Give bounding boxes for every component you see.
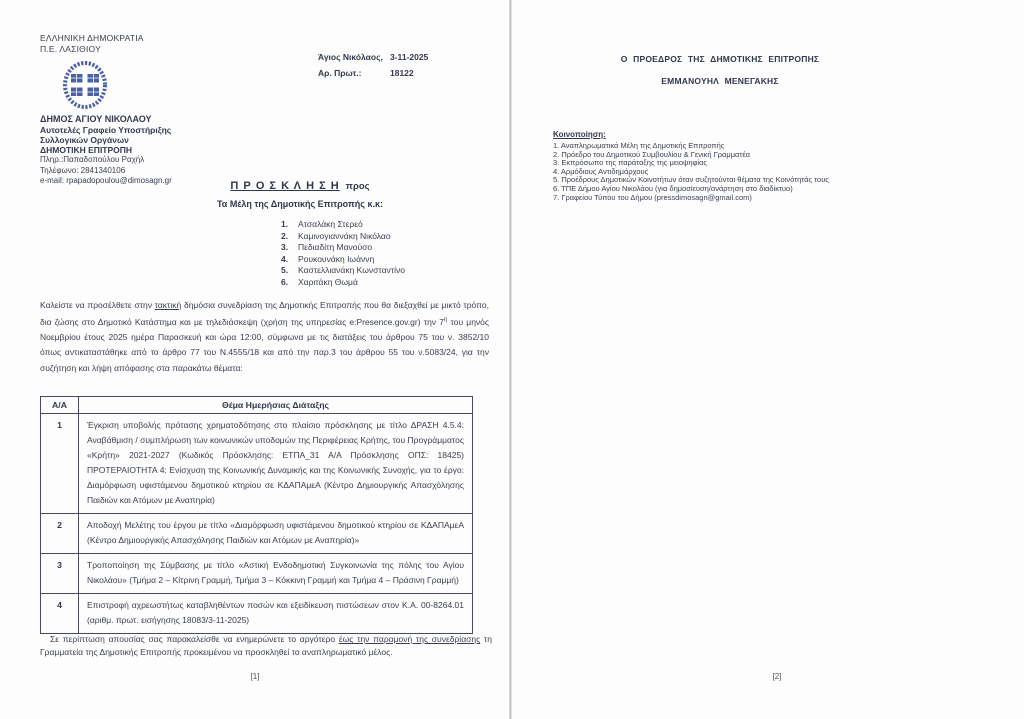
- invitation-body-paragraph: [40, 298, 489, 376]
- agenda-item-number: 1: [41, 414, 79, 514]
- notification-item: 5. Προέδρους Δημοτικών Κοινοτήτων όταν συζητούνται θέματα της Κοινότητάς τους: [553, 175, 829, 185]
- document-page-2: [512, 0, 1024, 719]
- office-line-1: Αυτοτελές Γραφείο Υποστήριξης: [40, 124, 172, 135]
- closing-paragraph: [40, 633, 492, 660]
- date-protocol-block: [318, 52, 488, 84]
- agenda-header-row: [41, 397, 473, 414]
- member-number: 5.: [281, 265, 289, 276]
- region-line: Π.Ε. ΛΑΣΙΘΙΟΥ: [40, 43, 101, 54]
- notification-heading: Κοινοποίηση:: [553, 130, 606, 139]
- member-name: Καμινογιαννάκη Νικόλαο: [298, 230, 391, 241]
- member-list-item: [281, 242, 405, 254]
- document-page-1: [0, 0, 509, 719]
- contact-person: Πληρ.:Παπαδοπούλου Ραχήλ: [40, 155, 145, 165]
- members-list: [281, 219, 405, 289]
- member-name: Ρουκουνάκη Ιωάννη: [298, 253, 375, 264]
- agenda-header-number: Α/Α: [41, 397, 79, 414]
- committee-name: ΔΗΜΟΤΙΚΗ ΕΠΙΤΡΟΠΗ: [40, 145, 133, 156]
- notification-item: 3. Εκπρόσωπο της παράταξης της μειοψηφίας: [553, 158, 707, 168]
- phone-line: Τηλέφωνο: 2841340106: [40, 165, 126, 175]
- invitation-title: [160, 176, 440, 194]
- notification-section: [553, 130, 953, 202]
- member-number: 1.: [281, 219, 289, 229]
- member-name: Καστελλιανάκη Κωνσταντίνο: [298, 265, 406, 276]
- municipality-name: ΔΗΜΟΣ ΑΓΙΟΥ ΝΙΚΟΛΑΟΥ: [40, 114, 152, 124]
- greek-national-emblem-icon: [62, 60, 108, 110]
- intro-text: Καλείστε να προσέλθετε στην: [40, 300, 155, 310]
- notification-item: 2. Πρόεδρο του Δημοτικού Συμβουλίου & Γενική Γραμματέα: [553, 149, 750, 159]
- email-line: e-mail: rpapadopoulou@dimosagn.gr: [40, 175, 172, 185]
- agenda-item-text: Αποδοχή Μελέτης του έργου με τίτλο «Διαμόρφωση υφιστάμενου δημοτικού κτηρίου σε ΚΔΑΠΑμεΑ (Κέντρο Δημιουργικής Απασχόλησης Παιδιών και Ατόμων με Αναπηρία)»: [79, 514, 473, 554]
- agenda-table: [40, 396, 473, 634]
- republic-line: ΕΛΛΗΝΙΚΗ ΔΗΜΟΚΡΑΤΙΑ: [40, 33, 144, 43]
- member-number: 2.: [281, 230, 289, 241]
- invitation-title-suffix: προς: [345, 181, 370, 192]
- agenda-item-text: Έγκριση υποβολής πρότασης χρηματοδότησης στο πλαίσιο πρόσκλησης με τίτλο ΔΡΑΣΗ 4.5.4: Αναβάθμιση / συμπλήρωση των κοινωνικών υποδομών της Περιφέρειας Κρήτης, του Προγράμματος «Κρήτη» 2021-2027 (Κωδικός Πρόσκλησης: ΕΤΠΑ_31 Α/Α Πρόσκλησης ΟΠΣ: 18425) ΠΡΟΤΕΡΑΙΟΤΗΤΑ 4: Ενίσχυση της Κοινωνικής Δυναμικής και της Κοινωνικής Συνοχής, για το έργο: Διαμόρφωση υφιστάμενου δημοτικού κτηρίου σε ΚΔΑΠΑμεΑ (Κέντρο Δημιουργικής Απασχόλησης Παιδιών και Ατόμων με Αναπηρία): [79, 414, 473, 514]
- closing-text: τη Γραμματεία της Δημοτικής Επιτροπής προκειμένου να προσκληθεί το αναπληρωματικό μέλος.: [40, 634, 493, 658]
- protocol-label: Αρ. Πρωτ.:: [318, 68, 362, 78]
- agenda-header-topic: Θέμα Ημερήσιας Διάταξης: [79, 397, 473, 414]
- signature-block: [552, 54, 888, 86]
- notification-list: [553, 142, 953, 202]
- member-number: 6.: [281, 276, 289, 287]
- office-line-2: Συλλογικών Οργάνων: [40, 134, 129, 145]
- member-list-item: [281, 265, 405, 277]
- closing-underlined-phrase: έως την παραμονή της συνεδρίασης: [338, 634, 481, 644]
- place-label: Άγιος Νικόλαος,: [318, 52, 383, 62]
- invitation-title-main: Π Ρ Ο Σ Κ Λ Η Σ Η: [230, 180, 340, 192]
- notification-item: 1. Αναπληρωματικά Μέλη της Δημοτικής Επιτροπής: [553, 141, 725, 150]
- notification-item: 7. Γραφείου Τύπου του Δήμου (pressdimosagn@gmail.com): [553, 192, 752, 202]
- agenda-row: [41, 414, 473, 514]
- member-list-item: [281, 277, 405, 289]
- letterhead: [40, 33, 260, 186]
- agenda-item-text: Επιστροφή αχρεωστήτως καταβληθέντων ποσών και εξειδίκευση πιστώσεων στον Κ.Α. 00-8264.01 (αριθμ. πρωτ. εισήγησης 18083/3-11-2025): [79, 594, 473, 634]
- page-number-1: [1]: [250, 672, 260, 681]
- notification-item: 4. Αρμόδιους Αντιδημάρχους: [553, 166, 649, 176]
- recipients-heading: Τα Μέλη της Δημοτικής Επιτροπής κ.κ:: [216, 199, 384, 209]
- protocol-number: 18122: [390, 68, 414, 78]
- ordinal-superscript: η: [443, 317, 448, 324]
- agenda-item-number: 4: [41, 594, 79, 634]
- agenda-row: [41, 514, 473, 554]
- notification-item: 6. ΤΠΕ Δήμου Αγίου Νικολάου (για δημοσίευση/ανάρτηση στο διαδίκτυο): [553, 183, 793, 193]
- president-name: ΕΜΜΑΝΟΥΗΛ ΜΕΝΕΓΑΚΗΣ: [661, 76, 779, 86]
- member-number: 3.: [281, 242, 289, 253]
- intro-underlined-word: τακτική: [154, 300, 182, 310]
- agenda-row: [41, 554, 473, 594]
- president-title: Ο ΠΡΟΕΔΡΟΣ ΤΗΣ ΔΗΜΟΤΙΚΗΣ ΕΠΙΤΡΟΠΗΣ: [620, 54, 820, 64]
- member-list-item: [281, 231, 405, 243]
- agenda-item-number: 3: [41, 554, 79, 594]
- page-number-2: [2]: [772, 672, 782, 681]
- agenda-row: [41, 594, 473, 634]
- member-name: Χαριτάκη Θωμά: [298, 276, 358, 287]
- agenda-item-number: 2: [41, 514, 79, 554]
- agenda-item-text: Τροποποίηση της Σύμβασης με τίτλο «Αστική Ενδοδημοτική Συγκοινωνία της πόλης του Αγίου Νικολάου» (Τμήμα 2 – Κίτρινη Γραμμή, Τμήμα 3 – Κόκκινη Γραμμή και Τμήμα 4 – Πράσινη Γραμμή): [79, 554, 473, 594]
- member-name: Ατσαλάκη Στερεό: [298, 219, 363, 229]
- member-list-item: [281, 254, 405, 266]
- intro-text: του μηνός Νοεμβρίου έτους 2025 ημέρα Παρασκευή και ώρα 12:00, σύμφωνα με τις διατάξεις του άρθρου 75 του ν. 3852/10 όπως αντικαταστάθηκε από το άρθρο 77 του Ν.4555/18 και από την παρ.3 του άρθρου 55 του ν.5083/24, για την συζήτηση και λήψη απόφασης στα παρακάτω θέματα:: [40, 317, 489, 373]
- member-list-item: [281, 219, 405, 231]
- member-name: Πεδιαδίτη Μανούσο: [298, 242, 373, 253]
- member-number: 4.: [281, 253, 289, 264]
- document-date: 3-11-2025: [390, 52, 429, 62]
- intro-text: δημόσια συνεδρίαση της Δημοτικής Επιτροπής που θα διεξαχθεί με μικτό τρόπο, δια ζώσης στο Δημοτικό Κατάστημα και με τηλεδιάσκεψη (χρήση της υπηρεσίας e:Presence.gov.gr) την 7: [40, 300, 489, 328]
- closing-text: Σε περίπτωση απουσίας σας παρακαλείσθε να ενημερώνετε το αργότερο: [50, 634, 339, 644]
